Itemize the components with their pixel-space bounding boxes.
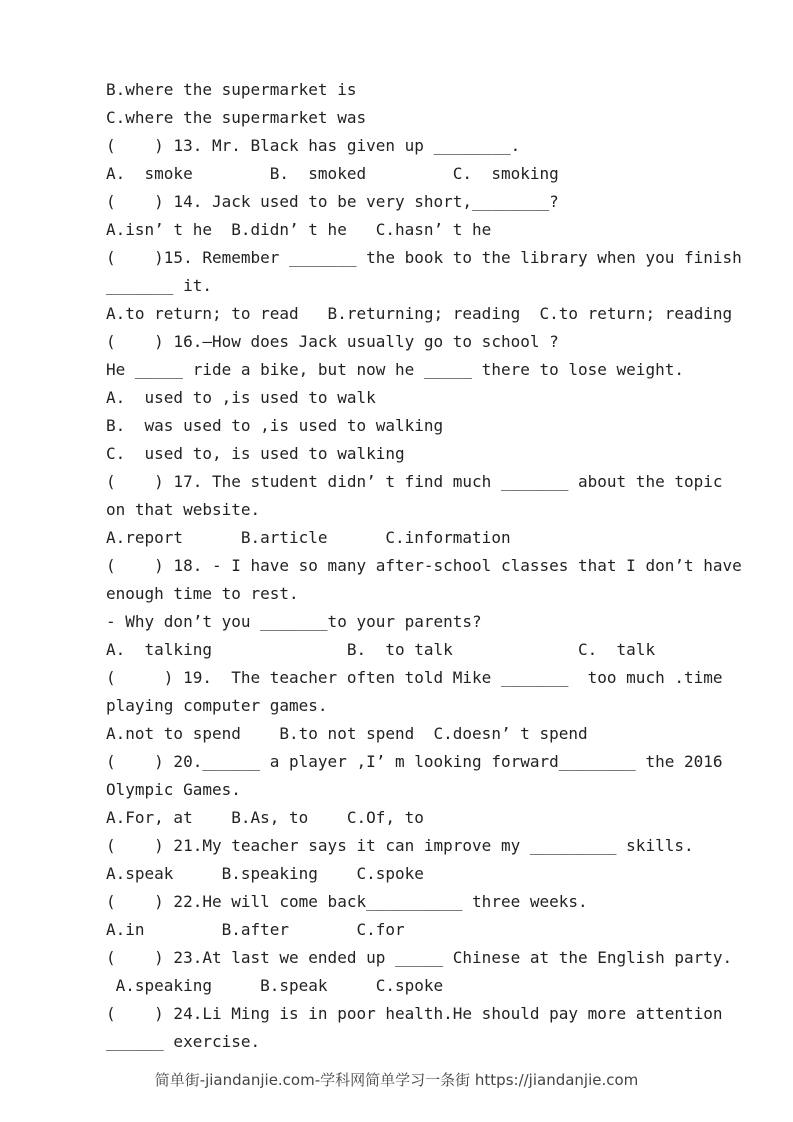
- question-22: ( ) 22.He will come back__________ three weeks.: [106, 892, 588, 911]
- question-20-cont: Olympic Games.: [106, 780, 241, 799]
- question-18-reply: - Why don’t you _______to your parents?: [106, 612, 482, 631]
- question-15: ( )15. Remember _______ the book to the library when you finish: [106, 248, 742, 267]
- question-21: ( ) 21.My teacher says it can improve my _________ skills.: [106, 836, 694, 855]
- question-24-cont: ______ exercise.: [106, 1032, 261, 1051]
- question-18-cont: enough time to rest.: [106, 584, 299, 603]
- options-13: A. smoke B. smoked C. smoking: [106, 164, 559, 183]
- question-20: ( ) 20.______ a player ,I’ m looking forward________ the 2016: [106, 752, 723, 771]
- question-19-cont: playing computer games.: [106, 696, 328, 715]
- exam-page-body: [106, 76, 742, 1056]
- option-16-b: B. was used to ,is used to walking: [106, 416, 444, 435]
- options-17: A.report B.article C.information: [106, 528, 511, 547]
- options-20: A.For, at B.As, to C.Of, to: [106, 808, 424, 827]
- page-footer: 简单街-jiandanjie.com-学科网简单学习一条街 https://jiandanjie.com: [154, 1071, 639, 1089]
- question-19: ( ) 19. The teacher often told Mike _______ too much .time: [106, 668, 723, 687]
- question-23: ( ) 23.At last we ended up _____ Chinese at the English party.: [106, 948, 733, 967]
- question-24: ( ) 24.Li Ming is in poor health.He should pay more attention: [106, 1004, 723, 1023]
- option-16-c: C. used to, is used to walking: [106, 444, 405, 463]
- text-line: C.where the supermarket was: [106, 108, 367, 127]
- options-22: A.in B.after C.for: [106, 920, 405, 939]
- question-16: ( ) 16.—How does Jack usually go to school ?: [106, 332, 559, 351]
- question-13: ( ) 13. Mr. Black has given up ________.: [106, 136, 521, 155]
- options-18: A. talking B. to talk C. talk: [106, 640, 656, 659]
- options-23: A.speaking B.speak C.spoke: [106, 976, 444, 995]
- options-15: A.to return; to read B.returning; reading C.to return; reading: [106, 304, 733, 323]
- question-17: ( ) 17. The student didn’ t find much _______ about the topic: [106, 472, 723, 491]
- question-14: ( ) 14. Jack used to be very short,________?: [106, 192, 559, 211]
- options-19: A.not to spend B.to not spend C.doesn’ t spend: [106, 724, 588, 743]
- question-18: ( ) 18. - I have so many after-school classes that I don’t have: [106, 556, 742, 575]
- options-14: A.isn’ t he B.didn’ t he C.hasn’ t he: [106, 220, 492, 239]
- question-17-cont: on that website.: [106, 500, 261, 519]
- text-line: B.where the supermarket is: [106, 80, 357, 99]
- options-21: A.speak B.speaking C.spoke: [106, 864, 424, 883]
- question-15-cont: _______ it.: [106, 276, 212, 295]
- option-16-a: A. used to ,is used to walk: [106, 388, 376, 407]
- question-16-cont: He _____ ride a bike, but now he _____ there to lose weight.: [106, 360, 684, 379]
